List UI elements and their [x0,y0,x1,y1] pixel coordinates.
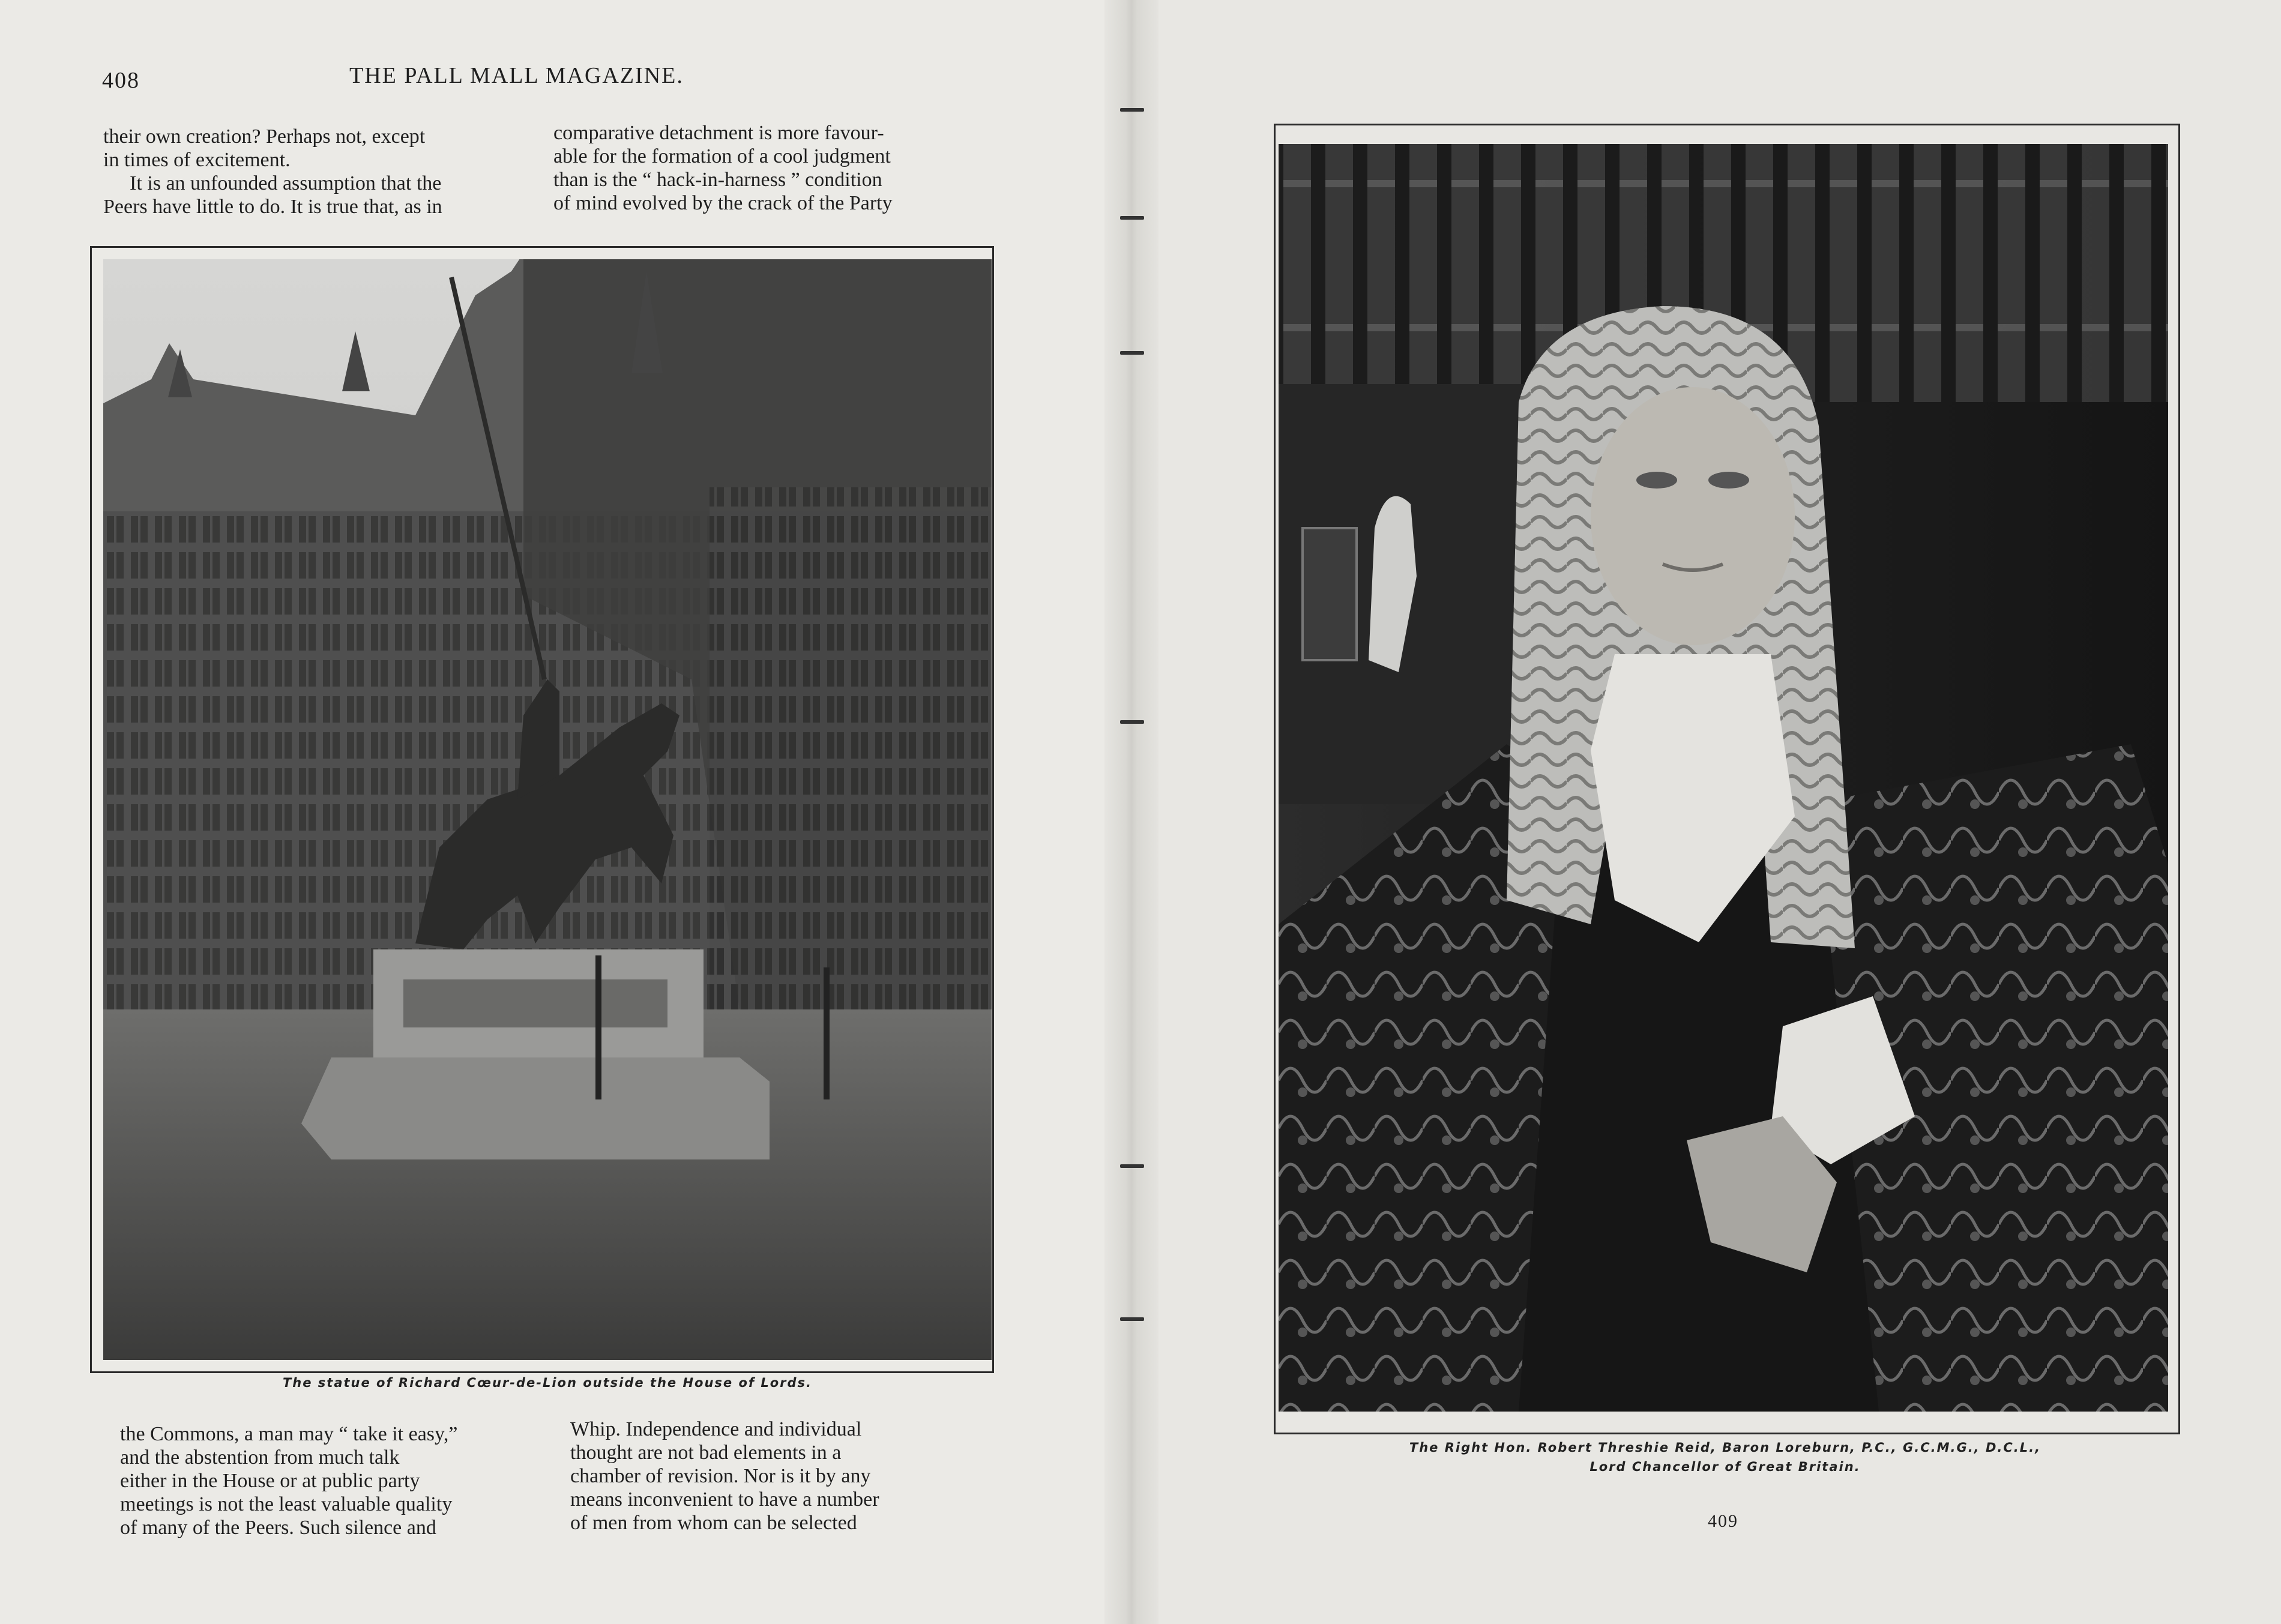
binding-stitch [1120,216,1144,220]
text-line: It is an unfounded assumption that the [130,172,442,194]
text-line: than is the “ hack-in-harness ” condition [553,169,882,191]
richard-statue-photo [103,259,992,1360]
text-line: and the abstention from much talk [120,1446,400,1469]
binding-stitch [1120,108,1144,112]
text-line: of men from whom can be selected [570,1512,857,1534]
text-line: thought are not bad elements in a [570,1442,842,1464]
bottom-column-2 [570,1418,994,1535]
text-line: Peers have little to do. It is true that, as in [103,196,442,218]
photo-caption-right-line1: The Right Hon. Robert Threshie Reid, Baron Loreburn, P.C., G.C.M.G., D.C.L., [1409,1440,2041,1455]
text-line: the Commons, a man may “ take it easy,” [120,1423,458,1445]
binding-stitch [1120,351,1144,355]
lord-loreburn-portrait [1279,144,2168,1412]
text-line: meetings is not the least valuable quality [120,1493,453,1515]
photo-caption-right-line2: Lord Chancellor of Great Britain. [1589,1460,1861,1474]
top-column-2 [553,121,978,215]
binding-stitch [1120,720,1144,724]
top-column-1 [103,125,523,218]
text-line: in times of excitement. [103,149,291,171]
binding-stitch [1120,1164,1144,1168]
photo-caption-left: The statue of Richard Cœur-de-Lion outside the House of Lords. [282,1376,813,1390]
text-line: their own creation? Perhaps not, except [103,125,426,148]
running-head: THE PALL MALL MAGAZINE. [349,63,684,88]
text-line: means inconvenient to have a number [570,1488,879,1511]
book-gutter [1104,0,1159,1624]
left-page [0,0,1128,1624]
bottom-column-1 [120,1422,544,1539]
text-line: of many of the Peers. Such silence and [120,1517,436,1539]
text-line: of mind evolved by the crack of the Party [553,192,893,214]
text-line: chamber of revision. Nor is it by any [570,1465,871,1487]
text-line: comparative detachment is more favour- [553,122,884,144]
binding-stitch [1120,1317,1144,1321]
text-line: able for the formation of a cool judgment [553,145,891,167]
right-page [1128,0,2281,1624]
text-line: Whip. Independence and individual [570,1418,862,1440]
page-number-left: 408 [102,68,140,93]
page-number-right: 409 [1708,1511,1738,1531]
text-line: either in the House or at public party [120,1470,420,1492]
